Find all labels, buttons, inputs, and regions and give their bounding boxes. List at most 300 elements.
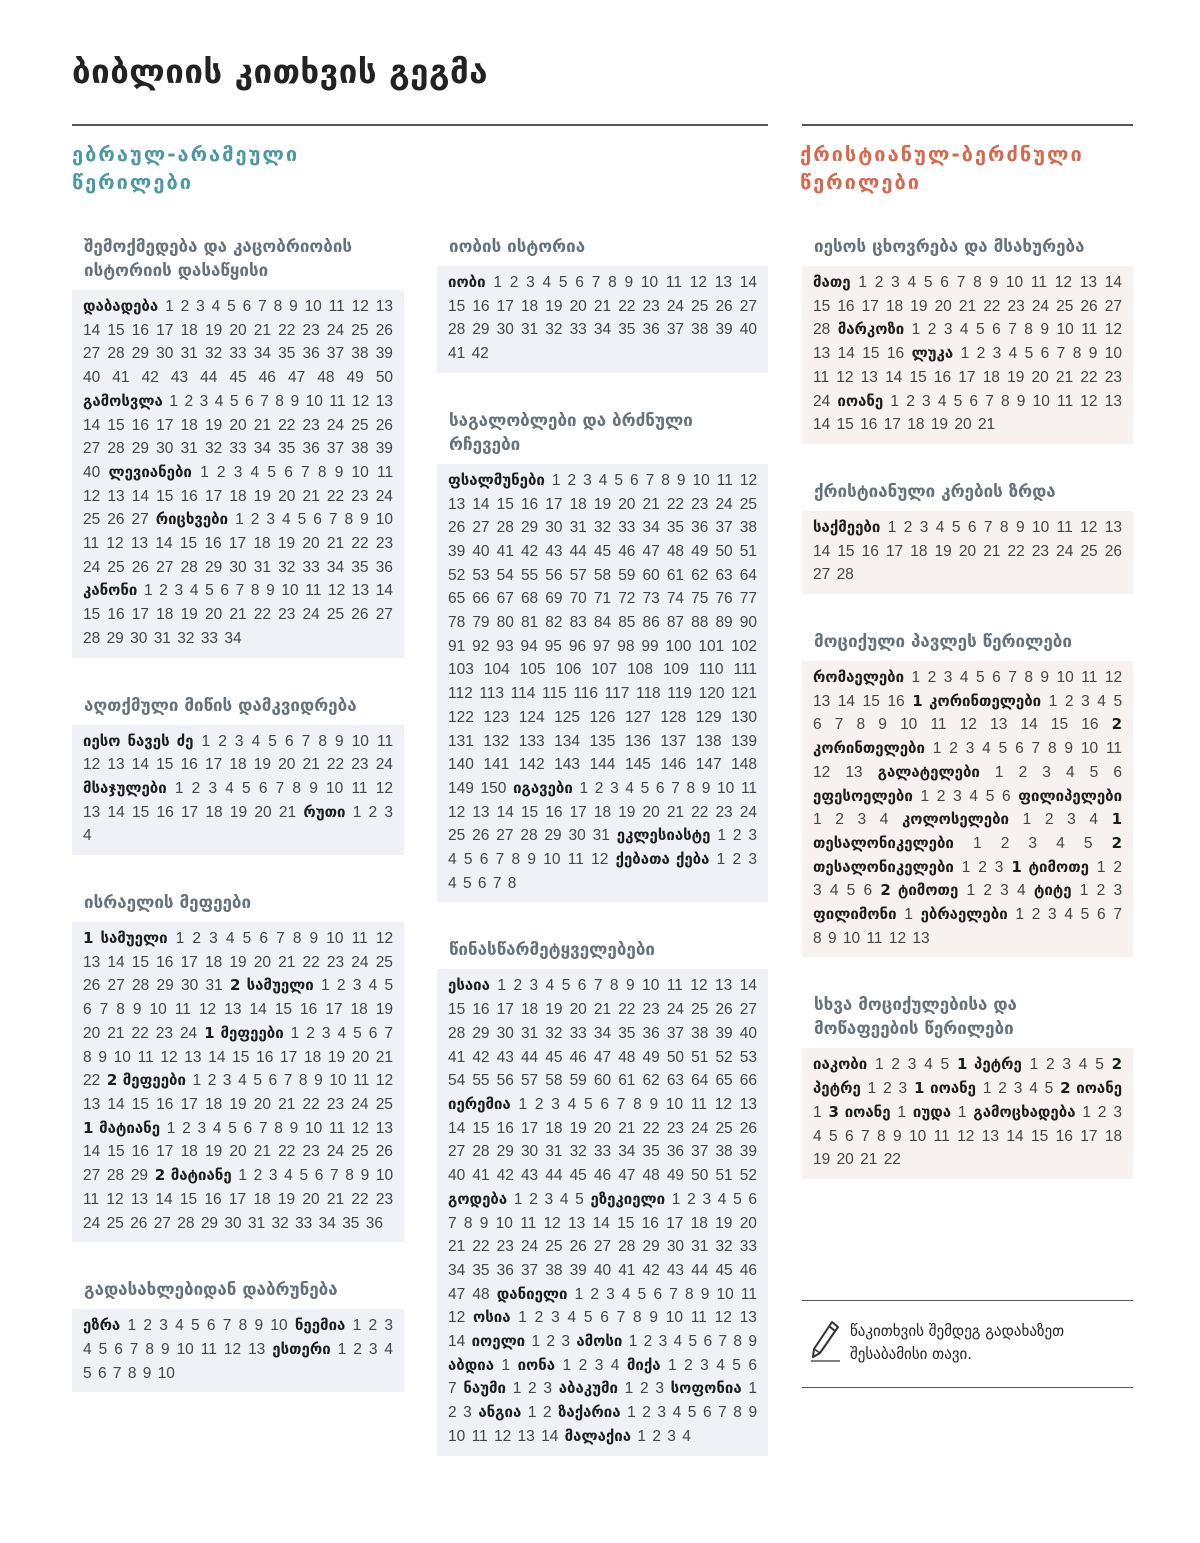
chapter-number[interactable]: 38: [351, 440, 369, 458]
chapter-number[interactable]: 13: [130, 535, 149, 553]
chapter-number[interactable]: 12: [493, 1427, 512, 1445]
chapter-number[interactable]: 1: [501, 1356, 511, 1374]
chapter-number[interactable]: 8: [292, 779, 302, 797]
chapter-number[interactable]: 15: [496, 495, 514, 513]
chapter-number[interactable]: 47: [618, 1167, 636, 1185]
chapter-number[interactable]: 143: [554, 756, 581, 774]
chapter-number[interactable]: 23: [302, 1143, 320, 1161]
chapter-number[interactable]: 5: [1083, 834, 1093, 852]
chapter-number[interactable]: 47: [287, 369, 306, 387]
chapter-number[interactable]: 98: [617, 637, 635, 655]
chapter-number[interactable]: 13: [83, 803, 101, 821]
chapter-number[interactable]: 7: [448, 1380, 457, 1398]
chapter-number[interactable]: 18: [545, 1119, 563, 1137]
chapter-number[interactable]: 8: [145, 1340, 154, 1358]
chapter-number[interactable]: 1: [201, 732, 211, 750]
chapter-number[interactable]: 15: [179, 535, 198, 553]
chapter-number[interactable]: 9: [289, 1119, 299, 1137]
chapter-number[interactable]: 21: [448, 1238, 466, 1256]
chapter-number[interactable]: 31: [691, 1238, 709, 1256]
chapter-number[interactable]: 18: [982, 368, 1000, 386]
chapter-number[interactable]: 25: [1080, 542, 1098, 560]
chapter-number[interactable]: 4: [907, 274, 917, 291]
chapter-number[interactable]: 24: [666, 1001, 685, 1019]
chapter-number[interactable]: 17: [520, 1119, 539, 1137]
chapter-number[interactable]: 15: [107, 321, 125, 339]
chapter-number[interactable]: 22: [302, 953, 320, 971]
chapter-number[interactable]: 2: [216, 463, 226, 481]
chapter-number[interactable]: 12: [375, 930, 394, 948]
chapter-number[interactable]: 3: [1062, 1056, 1072, 1074]
chapter-number[interactable]: 13: [1079, 274, 1097, 291]
chapter-number[interactable]: 84: [593, 614, 612, 632]
chapter-number[interactable]: 22: [642, 1119, 660, 1137]
chapter-number[interactable]: 132: [483, 732, 510, 750]
chapter-number[interactable]: 3: [1000, 882, 1009, 900]
chapter-number[interactable]: 14: [739, 274, 758, 291]
chapter-number[interactable]: 2: [1096, 882, 1106, 900]
chapter-number[interactable]: 11: [666, 977, 683, 995]
chapter-number[interactable]: 13: [448, 495, 466, 513]
chapter-number[interactable]: 50: [375, 369, 394, 387]
chapter-number[interactable]: 11: [520, 1214, 537, 1232]
chapter-number[interactable]: 3: [208, 779, 218, 797]
chapter-number[interactable]: 4: [448, 874, 457, 892]
chapter-number[interactable]: 15: [107, 416, 125, 434]
chapter-number[interactable]: 1: [966, 882, 976, 900]
chapter-number[interactable]: 21: [958, 297, 977, 315]
chapter-number[interactable]: 50: [715, 542, 733, 560]
chapter-number[interactable]: 19: [204, 1143, 223, 1161]
chapter-number[interactable]: 36: [666, 1143, 685, 1161]
chapter-number[interactable]: 32: [177, 629, 195, 647]
chapter-number[interactable]: 5: [1044, 1080, 1054, 1098]
chapter-number[interactable]: 14: [131, 487, 150, 505]
chapter-number[interactable]: 36: [302, 440, 320, 458]
chapter-number[interactable]: 28: [83, 629, 101, 647]
chapter-number[interactable]: 42: [520, 542, 539, 560]
chapter-number[interactable]: 8: [345, 1167, 354, 1185]
chapter-number[interactable]: 17: [180, 953, 198, 971]
chapter-number[interactable]: 11: [329, 392, 346, 410]
chapter-number[interactable]: 30: [496, 1024, 514, 1042]
chapter-number[interactable]: 3: [898, 1080, 908, 1098]
chapter-number[interactable]: 10: [351, 463, 369, 481]
chapter-number[interactable]: 2: [874, 274, 884, 291]
chapter-number[interactable]: 25: [691, 1001, 709, 1019]
chapter-number[interactable]: 15: [909, 368, 927, 386]
chapter-number[interactable]: 6: [245, 392, 254, 410]
chapter-number[interactable]: 7: [276, 930, 285, 948]
chapter-number[interactable]: 13: [224, 1001, 242, 1019]
chapter-number[interactable]: 127: [624, 708, 651, 726]
chapter-number[interactable]: 7: [645, 471, 655, 489]
chapter-number[interactable]: 27: [448, 1143, 466, 1161]
chapter-number[interactable]: 11: [328, 298, 345, 315]
chapter-number[interactable]: 3: [1067, 811, 1076, 829]
chapter-number[interactable]: 35: [351, 558, 369, 576]
chapter-number[interactable]: 20: [204, 606, 223, 624]
chapter-number[interactable]: 31: [205, 977, 223, 995]
chapter-number[interactable]: 6: [258, 779, 268, 797]
chapter-number[interactable]: 3: [1048, 906, 1057, 924]
chapter-number[interactable]: 15: [156, 487, 174, 505]
chapter-number[interactable]: 117: [604, 685, 630, 703]
chapter-number[interactable]: 55: [520, 566, 539, 584]
chapter-number[interactable]: 34: [318, 1214, 336, 1232]
chapter-number[interactable]: 19: [910, 297, 928, 315]
chapter-number[interactable]: 1: [911, 669, 921, 687]
chapter-number[interactable]: 24: [1056, 542, 1074, 560]
chapter-number[interactable]: 13: [375, 392, 393, 410]
chapter-number[interactable]: 4: [829, 882, 839, 900]
chapter-number[interactable]: 8: [633, 1309, 642, 1327]
chapter-number[interactable]: 14: [107, 1095, 125, 1113]
chapter-number[interactable]: 122: [448, 708, 474, 726]
chapter-number[interactable]: 18: [156, 606, 174, 624]
chapter-number[interactable]: 38: [545, 1261, 563, 1279]
chapter-number[interactable]: 9: [254, 1317, 264, 1335]
chapter-number[interactable]: 3: [658, 1333, 668, 1351]
chapter-number[interactable]: 27: [739, 297, 757, 315]
chapter-number[interactable]: 78: [448, 614, 466, 632]
chapter-number[interactable]: 37: [326, 345, 345, 363]
chapter-number[interactable]: 7: [983, 518, 993, 536]
chapter-number[interactable]: 15: [232, 1048, 250, 1066]
chapter-number[interactable]: 1: [493, 274, 502, 291]
chapter-number[interactable]: 1: [512, 1380, 522, 1398]
chapter-number[interactable]: 144: [589, 756, 616, 774]
chapter-number[interactable]: 3: [268, 1167, 278, 1185]
chapter-number[interactable]: 6: [114, 1340, 123, 1358]
chapter-number[interactable]: 19: [204, 321, 223, 339]
chapter-number[interactable]: 8: [1047, 740, 1057, 758]
chapter-number[interactable]: 22: [1007, 542, 1025, 560]
chapter-number[interactable]: 25: [739, 495, 757, 513]
chapter-number[interactable]: 29: [642, 1238, 660, 1256]
chapter-number[interactable]: 12: [689, 274, 707, 291]
chapter-number[interactable]: 22: [302, 1095, 320, 1113]
chapter-number[interactable]: 19: [569, 1119, 587, 1137]
chapter-number[interactable]: 4: [969, 787, 979, 805]
chapter-number[interactable]: 24: [326, 1143, 345, 1161]
chapter-number[interactable]: 9: [878, 716, 887, 734]
chapter-number[interactable]: 7: [718, 1333, 728, 1351]
chapter-number[interactable]: 34: [618, 1143, 636, 1161]
chapter-number[interactable]: 13: [981, 1127, 999, 1145]
chapter-number[interactable]: 6: [748, 1356, 757, 1374]
chapter-number[interactable]: 3: [222, 1072, 232, 1090]
chapter-number[interactable]: 20: [569, 297, 587, 315]
chapter-number[interactable]: 5: [985, 787, 995, 805]
chapter-number[interactable]: 34: [593, 1024, 612, 1042]
chapter-number[interactable]: 7: [260, 392, 269, 410]
chapter-number[interactable]: 35: [472, 1261, 490, 1279]
chapter-number[interactable]: 24: [83, 1214, 101, 1232]
chapter-number[interactable]: 7: [616, 1095, 626, 1113]
chapter-number[interactable]: 13: [568, 1214, 586, 1232]
chapter-number[interactable]: 40: [448, 1167, 466, 1185]
chapter-number[interactable]: 16: [204, 1190, 222, 1208]
chapter-number[interactable]: 39: [375, 440, 393, 458]
chapter-number[interactable]: 20: [302, 1190, 320, 1208]
chapter-number[interactable]: 10: [157, 1364, 175, 1382]
chapter-number[interactable]: 8: [686, 779, 696, 797]
chapter-number[interactable]: 24: [520, 1238, 539, 1256]
chapter-number[interactable]: 2: [191, 779, 201, 797]
chapter-number[interactable]: 4: [250, 463, 260, 481]
chapter-number[interactable]: 1: [960, 345, 970, 363]
chapter-number[interactable]: 3: [922, 392, 931, 410]
chapter-number[interactable]: 11: [200, 1340, 217, 1358]
chapter-number[interactable]: 123: [483, 708, 510, 726]
chapter-number[interactable]: 19: [545, 297, 563, 315]
chapter-number[interactable]: 13: [184, 1048, 202, 1066]
chapter-number[interactable]: 22: [691, 803, 709, 821]
chapter-number[interactable]: 21: [253, 321, 271, 339]
chapter-number[interactable]: 31: [153, 629, 171, 647]
chapter-number[interactable]: 24: [326, 416, 345, 434]
chapter-number[interactable]: 29: [472, 321, 490, 339]
chapter-number[interactable]: 31: [180, 345, 198, 363]
chapter-number[interactable]: 1: [192, 1072, 202, 1090]
chapter-number[interactable]: 20: [229, 416, 247, 434]
chapter-number[interactable]: 19: [180, 606, 198, 624]
chapter-number[interactable]: 12: [1054, 274, 1072, 291]
chapter-number[interactable]: 17: [228, 1190, 247, 1208]
chapter-number[interactable]: 12: [448, 803, 466, 821]
chapter-number[interactable]: 48: [618, 1048, 636, 1066]
chapter-number[interactable]: 29: [496, 1143, 514, 1161]
chapter-number[interactable]: 120: [698, 685, 725, 703]
chapter-number[interactable]: 20: [351, 1048, 370, 1066]
chapter-number[interactable]: 24: [351, 953, 369, 971]
chapter-number[interactable]: 134: [554, 732, 581, 750]
chapter-number[interactable]: 71: [593, 590, 612, 608]
chapter-number[interactable]: 3: [196, 298, 205, 315]
chapter-number[interactable]: 2: [891, 1056, 900, 1074]
chapter-number[interactable]: 1: [200, 463, 209, 481]
chapter-number[interactable]: 10: [1104, 345, 1122, 363]
chapter-number[interactable]: 23: [302, 321, 320, 339]
chapter-number[interactable]: 9: [1040, 321, 1050, 339]
chapter-number[interactable]: 20: [229, 1143, 247, 1161]
chapter-number[interactable]: 21: [253, 416, 271, 434]
chapter-number[interactable]: 2: [732, 827, 742, 845]
chapter-number[interactable]: 2: [927, 669, 937, 687]
chapter-number[interactable]: 1: [1015, 906, 1024, 924]
chapter-number[interactable]: 39: [375, 345, 393, 363]
chapter-number[interactable]: 8: [1024, 669, 1033, 687]
chapter-number[interactable]: 2: [949, 740, 958, 758]
chapter-number[interactable]: 18: [690, 1214, 708, 1232]
chapter-number[interactable]: 1: [624, 1380, 634, 1398]
chapter-number[interactable]: 6: [1113, 763, 1122, 781]
chapter-number[interactable]: 22: [983, 297, 1001, 315]
chapter-number[interactable]: 11: [866, 929, 883, 947]
chapter-number[interactable]: 61: [618, 1072, 636, 1090]
chapter-number[interactable]: 15: [107, 1143, 125, 1161]
chapter-number[interactable]: 30: [520, 1143, 539, 1161]
chapter-number[interactable]: 146: [660, 756, 687, 774]
chapter-number[interactable]: 23: [1007, 297, 1025, 315]
chapter-number[interactable]: 3: [907, 1056, 917, 1074]
chapter-number[interactable]: 23: [302, 416, 320, 434]
chapter-number[interactable]: 18: [204, 953, 223, 971]
chapter-number[interactable]: 9: [649, 1095, 659, 1113]
chapter-number[interactable]: 1: [127, 1317, 137, 1335]
chapter-number[interactable]: 45: [715, 1261, 733, 1279]
chapter-number[interactable]: 45: [545, 1048, 563, 1066]
chapter-number[interactable]: 26: [375, 1143, 393, 1161]
chapter-number[interactable]: 21: [983, 542, 1001, 560]
chapter-number[interactable]: 35: [618, 321, 636, 339]
chapter-number[interactable]: 26: [448, 519, 466, 537]
chapter-number[interactable]: 10: [149, 1001, 167, 1019]
chapter-number[interactable]: 1: [1079, 882, 1089, 900]
chapter-number[interactable]: 11: [690, 1309, 707, 1327]
chapter-number[interactable]: 28: [107, 345, 125, 363]
chapter-number[interactable]: 37: [666, 321, 685, 339]
chapter-number[interactable]: 17: [569, 803, 587, 821]
chapter-number[interactable]: 3: [594, 1356, 604, 1374]
chapter-number[interactable]: 20: [836, 1151, 854, 1169]
chapter-number[interactable]: 43: [666, 1261, 685, 1279]
chapter-number[interactable]: 21: [593, 297, 612, 315]
chapter-number[interactable]: 129: [695, 708, 722, 726]
chapter-number[interactable]: 12: [957, 1127, 975, 1145]
chapter-number[interactable]: 18: [593, 803, 612, 821]
chapter-number[interactable]: 7: [985, 392, 994, 410]
chapter-number[interactable]: 13: [813, 692, 831, 710]
chapter-number[interactable]: 19: [545, 1001, 563, 1019]
chapter-number[interactable]: 6: [1097, 906, 1106, 924]
chapter-number[interactable]: 28: [180, 558, 198, 576]
chapter-number[interactable]: 8: [661, 471, 670, 489]
chapter-number[interactable]: 1: [748, 1380, 757, 1398]
chapter-number[interactable]: 114: [510, 685, 536, 703]
chapter-number[interactable]: 12: [888, 929, 907, 947]
chapter-number[interactable]: 9: [893, 1127, 902, 1145]
chapter-number[interactable]: 46: [593, 1167, 612, 1185]
chapter-number[interactable]: 40: [83, 369, 101, 387]
chapter-number[interactable]: 103: [448, 661, 474, 679]
chapter-number[interactable]: 8: [318, 732, 327, 750]
chapter-number[interactable]: 1: [904, 906, 913, 924]
chapter-number[interactable]: 11: [174, 1001, 191, 1019]
chapter-number[interactable]: 17: [156, 1143, 174, 1161]
chapter-number[interactable]: 7: [834, 716, 844, 734]
chapter-number[interactable]: 5: [462, 874, 472, 892]
chapter-number[interactable]: 63: [715, 566, 733, 584]
chapter-number[interactable]: 9: [1015, 518, 1025, 536]
chapter-number[interactable]: 2: [983, 882, 992, 900]
chapter-number[interactable]: 1: [911, 321, 921, 339]
chapter-number[interactable]: 49: [691, 542, 709, 560]
chapter-number[interactable]: 11: [83, 535, 100, 553]
chapter-number[interactable]: 9: [624, 274, 634, 291]
chapter-number[interactable]: 40: [593, 1261, 612, 1279]
chapter-number[interactable]: 24: [351, 1095, 369, 1113]
chapter-number[interactable]: 4: [225, 779, 234, 797]
chapter-number[interactable]: 38: [691, 321, 709, 339]
chapter-number[interactable]: 1: [858, 274, 867, 291]
chapter-number[interactable]: 1: [637, 1427, 646, 1445]
chapter-number[interactable]: 10: [1080, 740, 1099, 758]
chapter-number[interactable]: 11: [740, 779, 758, 797]
chapter-number[interactable]: 36: [642, 321, 660, 339]
chapter-number[interactable]: 10: [1005, 274, 1024, 291]
chapter-number[interactable]: 6: [863, 882, 873, 900]
chapter-number[interactable]: 9: [290, 392, 300, 410]
chapter-number[interactable]: 14: [249, 1001, 267, 1019]
chapter-number[interactable]: 24: [691, 1119, 709, 1137]
chapter-number[interactable]: 12: [1104, 669, 1123, 687]
chapter-number[interactable]: 126: [589, 708, 616, 726]
chapter-number[interactable]: 4: [610, 1356, 620, 1374]
chapter-number[interactable]: 16: [887, 692, 905, 710]
chapter-number[interactable]: 1: [813, 1103, 822, 1121]
chapter-number[interactable]: 3: [1081, 692, 1090, 710]
chapter-number[interactable]: 2: [835, 811, 844, 829]
chapter-number[interactable]: 4: [1016, 882, 1026, 900]
chapter-number[interactable]: 20: [278, 756, 296, 774]
chapter-number[interactable]: 14: [448, 1333, 466, 1351]
chapter-number[interactable]: 20: [618, 495, 636, 513]
chapter-number[interactable]: 16: [520, 495, 539, 513]
chapter-number[interactable]: 8: [507, 874, 517, 892]
chapter-number[interactable]: 11: [567, 851, 584, 869]
chapter-number[interactable]: 5: [733, 1190, 742, 1208]
chapter-number[interactable]: 33: [593, 1143, 612, 1161]
chapter-number[interactable]: 6: [702, 1404, 712, 1422]
chapter-number[interactable]: 10: [375, 511, 393, 529]
chapter-number[interactable]: 27: [593, 1238, 612, 1256]
chapter-number[interactable]: 1: [972, 834, 982, 852]
chapter-number[interactable]: 15: [131, 803, 150, 821]
chapter-number[interactable]: 18: [907, 416, 925, 434]
chapter-number[interactable]: 32: [204, 440, 223, 458]
chapter-number[interactable]: 2: [903, 518, 913, 536]
chapter-number[interactable]: 1: [320, 977, 330, 995]
chapter-number[interactable]: 46: [739, 1261, 757, 1279]
chapter-number[interactable]: 4: [959, 669, 969, 687]
chapter-number[interactable]: 22: [1080, 368, 1098, 386]
chapter-number[interactable]: 1: [175, 930, 185, 948]
chapter-number[interactable]: 62: [691, 566, 709, 584]
chapter-number[interactable]: 15: [837, 542, 855, 560]
chapter-number[interactable]: 20: [254, 803, 272, 821]
chapter-number[interactable]: 7: [275, 779, 285, 797]
chapter-number[interactable]: 5: [384, 977, 394, 995]
chapter-number[interactable]: 17: [861, 297, 879, 315]
chapter-number[interactable]: 24: [715, 495, 733, 513]
chapter-number[interactable]: 39: [739, 1143, 757, 1161]
chapter-number[interactable]: 74: [666, 590, 685, 608]
chapter-number[interactable]: 3: [655, 1380, 664, 1398]
chapter-number[interactable]: 8: [609, 977, 619, 995]
chapter-number[interactable]: 26: [1080, 297, 1098, 315]
chapter-number[interactable]: 8: [1001, 392, 1010, 410]
chapter-number[interactable]: 23: [715, 803, 733, 821]
chapter-number[interactable]: 17: [1080, 1127, 1098, 1145]
chapter-number[interactable]: 28: [106, 1167, 125, 1185]
chapter-number[interactable]: 2: [306, 1024, 315, 1042]
chapter-number[interactable]: 16: [156, 1095, 174, 1113]
chapter-number[interactable]: 21: [593, 1001, 612, 1019]
chapter-number[interactable]: 36: [375, 558, 393, 576]
chapter-number[interactable]: 13: [248, 1340, 266, 1358]
